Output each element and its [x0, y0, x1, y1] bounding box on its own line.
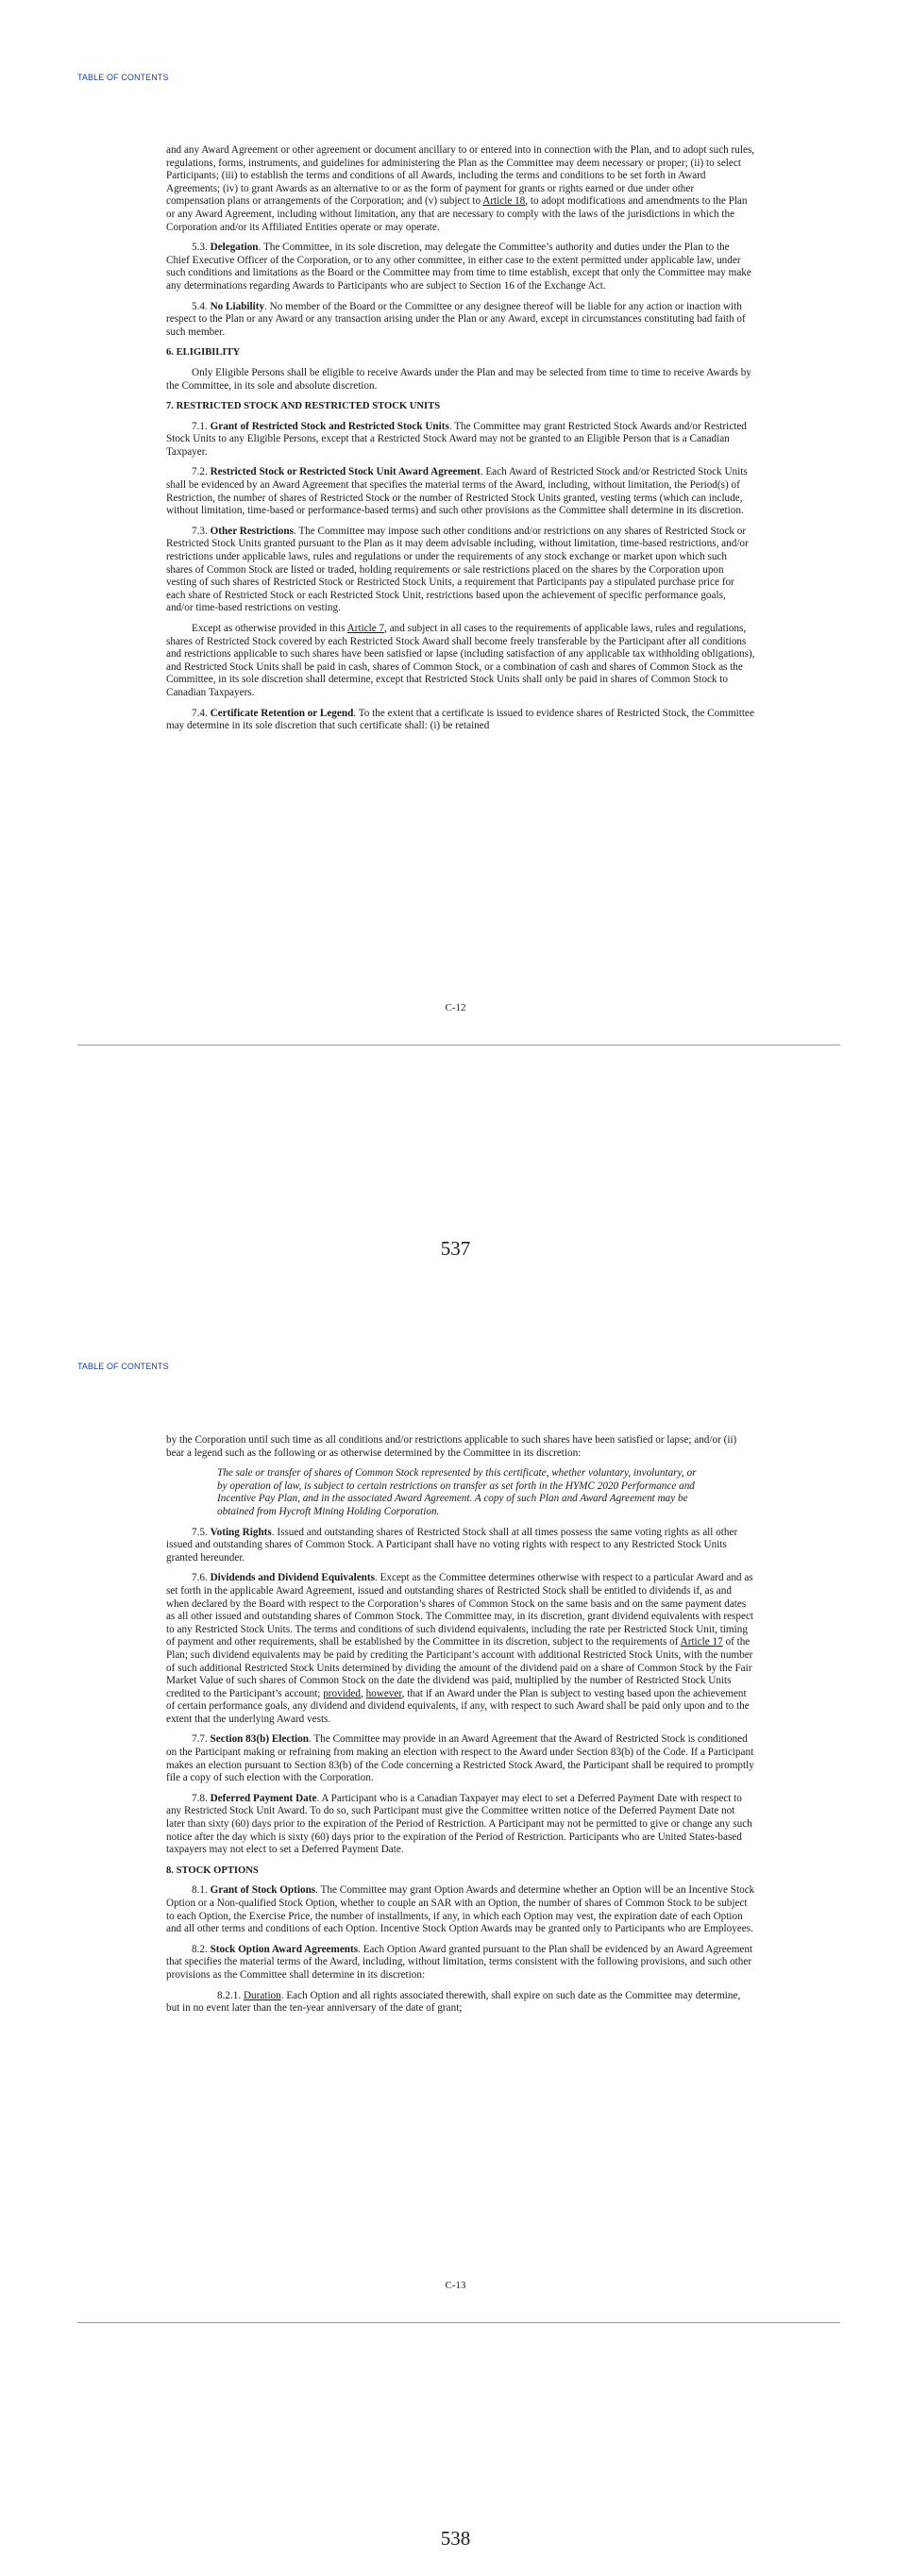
article-17-link[interactable]: Article 17 [680, 1636, 723, 1648]
heading-restricted-stock: 7. RESTRICTED STOCK AND RESTRICTED STOCK UNITS [166, 401, 441, 412]
section-7-1: 7.1. Grant of Restricted Stock and Restricted Stock Units. The Committee may grant Restricted Stock Awards and/or Restricted Stock Units to any Eligible Persons, except that a Restricted Stock Award may not be granted to an Eligible Person that is a Canadian Taxpayer. [166, 420, 747, 458]
section-8-2-1: 8.2.1. Duration. Each Option and all rights associated therewith, shall expire on such date as the Committee may determine, but in no event later than the ten-year anniversary of the date of grant; [166, 1989, 741, 2015]
section-8-2: 8.2. Stock Option Award Agreements. Each Option Award granted pursuant to the Plan shall be evidenced by an Award Agreement that specifies the material terms of the Award, including, without limitation, terms consistent with the following provisions, and such other provisions as the Committee shall determine in its discretion: [166, 1943, 753, 1981]
section-title: Restricted Stock or Restricted Stock Unit Award Agreement [210, 466, 481, 478]
section-title: Certificate Retention or Legend [210, 707, 354, 719]
table-of-contents-link[interactable]: TABLE OF CONTENTS [77, 73, 169, 82]
section-7-2: 7.2. Restricted Stock or Restricted Stock Unit Award Agreement. Each Award of Restricted Stock and/or Restricted Stock Units shall be evidenced by an Award Agreement that specifies the material terms of the Award, including, without limitation, the Period(s) of Restriction, the number of shares of Restricted Stock or the number of Restricted Stock Units granted, vesting terms (which can include, without limitation, time-based or performance-based terms) and such other provisions as the Committee shall determine in its discretion. [166, 466, 748, 517]
section-7-3: 7.3. Other Restrictions. The Committee may impose such other conditions and/or restrictions on any shares of Restricted Stock or Restricted Stock Units granted pursuant to the Plan as it may deem advisable including, without limitation, time-based restrictions, and/or restrictions under applicable laws, rules and regulations or under the requirements of any stock exchange or market upon which such shares of Common Stock are listed or traded, holding requirements or sale restrictions placed on the shares by the Corporation upon vesting of such shares of Restricted Stock or Restricted Stock Units, a requirement that Participants pay a stipulated purchase price for each share of Restricted Stock or each Restricted Stock Unit, restrictions based upon the achievement of specific performance goals, and/or time-based restrictions on vesting. [166, 525, 749, 614]
section-title: Grant of Restricted Stock and Restricted Stock Units [210, 420, 449, 432]
section-title: Dividends and Dividend Equivalents [210, 1572, 375, 1584]
article-7-link[interactable]: Article 7 [346, 623, 385, 634]
page-number: 537 [440, 1237, 471, 1260]
section-title: Voting Rights [210, 1526, 272, 1538]
section-7-6: 7.6. Dividends and Dividend Equivalents. Except as the Committee determines otherwise with respect to a particular Award and as set forth in the applicable Award Agreement, issued and outstanding shares of Restricted Stock shall be entitled to dividends if, as and when declared by the Board with respect to the Corporation’s shares of Common Stock on the same basis and on the same payment dates as all other issued and outstanding shares of Common Stock. The Committee may, in its discretion, grant dividend equivalents with respect to any Restricted Stock Units. The terms and conditions of such dividend equivalents, including the rate per Restricted Stock Unit, timing of payment and other requirements, shall be established by the Committee in its discretion, subject to the requirements of Article 17 of the Plan; such dividend equivalents may be paid by crediting the Participant’s account with additional Restricted Stock Units, with the number of such additional Restricted Stock Units determined by dividing the amount of the dividend paid on a share of Common Stock by the Fair Market Value of such shares of Common Stock on the date the dividend was paid, multiplied by the number of Restricted Stock Units credited to the Participant’s account; provided, however, that if an Award under the Plan is subject to vesting based upon the achievement of certain performance goals, any dividend and dividend equivalents, if any, with respect to such Award shall be paid only upon and to the extent that the underlying Award vests. [166, 1572, 754, 1725]
page-label: C-12 [445, 1002, 466, 1013]
section-title: Duration [243, 1989, 281, 2001]
section-title: Grant of Stock Options [210, 1884, 316, 1897]
section-7-8: 7.8. Deferred Payment Date. A Participant who is a Canadian Taxpayer may elect to set a Deferred Payment Date with respect to any Restricted Stock Unit Award. To do so, such Participant must give the Committee written notice of the Deferred Payment Date not later than sixty (60) days prior to the expiration of the Period of Restriction. A Participant may not be permitted to give or change any such notice after the day which is sixty (60) days prior to the expiration of the Period of Restriction. Participants who are United States-based taxpayers may not elect to set a Deferred Payment Date. [166, 1792, 752, 1856]
section-8-1: 8.1. Grant of Stock Options. The Committee may grant Option Awards and determine whether an Option will be an Incentive Stock Option or a Non-qualified Stock Option, whether to couple an SAR with an Option, the number of shares of Common Stock to be subject to each Option, the Exercise Price, the number of installments, if any, in which each Option may vest, the expiration date of each Option and all other terms and conditions of each Option. Incentive Stock Option Awards may be granted only to Participants who are Employees. [166, 1884, 755, 1935]
section-7-7: 7.7. Section 83(b) Election. The Committee may provide in an Award Agreement that the Award of Restricted Stock is conditioned on the Participant making or refraining from making an election with respect to the Award under Section 83(b) of the Code. If a Participant makes an election pursuant to Section 83(b) of the Code concerning a Restricted Stock Award, the Participant shall be required to promptly file a copy of such election with the Corporation. [166, 1733, 754, 1784]
section-title: Delegation [210, 242, 259, 254]
section-5-4: 5.4. No Liability. No member of the Board or the Committee or any designee thereof will be liable for any action or inaction with respect to the Plan or any Award or any transaction arising under the Plan or any Award, except in circumstances constituting bad faith of such member. [166, 300, 746, 338]
section-title: Deferred Payment Date [210, 1792, 317, 1804]
article-18-link[interactable]: Article 18 [482, 195, 526, 208]
section-7-5: 7.5. Voting Rights. Issued and outstanding shares of Restricted Stock shall at all times possess the same voting rights as all other issued and outstanding shares of Common Stock. A Participant shall have no voting rights with respect to any Restricted Stock Units granted hereunder. [166, 1526, 738, 1564]
section-title: Other Restrictions [210, 525, 294, 537]
paragraph: Only Eligible Persons shall be eligible to receive Awards under the Plan and may be selected from time to time to receive Awards by the Committee, in its sole and absolute discretion. [166, 366, 751, 392]
certificate-legend: The sale or transfer of shares of Common Stock represented by this certificate, whether voluntary, involuntary, or by operation of law, is subject to certain restrictions on transfer as set forth in the HYMC 2020 Performance and Incentive Pay Plan, and in the associated Award Agreement. A copy of such Plan and Award Agreement may be obtained from Hycroft Mining Holding Corporation. [217, 1467, 697, 1517]
section-title: Stock Option Award Agreements [210, 1943, 359, 1955]
page-number: 538 [440, 2527, 471, 2550]
section-7-4: 7.4. Certificate Retention or Legend. To the extent that a certificate is issued to evidence shares of Restricted Stock, the Committee may determine in its sole discretion that such certificate shall: (i) be retained [166, 707, 754, 732]
section-title: Section 83(b) Election [210, 1733, 309, 1746]
page-c13-body [166, 1434, 755, 2023]
paragraph: and any Award Agreement or other agreement or document ancillary to or entered into in connection with the Plan, and to adopt such rules, regulations, forms, instruments, and guidelines for administering the Plan as the Committee may deem necessary or proper; (ii) to select Participants; (iii) to establish the terms and conditions of all Awards, including the terms and conditions to be set forth in Award Agreements; (iv) to grant Awards as an alternative to or as the form of payment for grants or rights earned or due under other compensation plans or arrangements of the Corporation; and (v) subject to Article 18, to adopt modifications and amendments to the Plan or any Award Agreement, including without limitation, any that are necessary to comply with the laws of the jurisdictions in which the Corporation and/or its Affiliated Entities operate or may operate. [166, 144, 755, 233]
heading-stock-options: 8. STOCK OPTIONS [166, 1865, 259, 1876]
section-title: No Liability [210, 300, 265, 312]
page-c12-body [166, 144, 755, 741]
page-divider [77, 2322, 840, 2323]
paragraph: by the Corporation until such time as all conditions and/or restrictions applicable to such shares have been satisfied or lapse; and/or (ii) bear a legend such as the following or as otherwise determined by the Committee in its discretion: [166, 1434, 737, 1459]
heading-eligibility: 6. ELIGIBILITY [166, 347, 241, 359]
paragraph: Except as otherwise provided in this Article 7, and subject in all cases to the requirements of applicable laws, rules and regulations, shares of Restricted Stock covered by each Restricted Stock Award shall become freely transferable by the Participant after all conditions and restrictions applicable to such shares have been satisfied or lapse (including satisfaction of any applicable tax withholding obligations), and Restricted Stock Units shall be paid in cash, shares of Common Stock, or a combination of cash and shares of Common Stock as the Committee, in its sole discretion shall determine, except that Restricted Stock Units shall only be paid in shares of Common Stock to Canadian Taxpayers. [166, 623, 755, 698]
page-label: C-13 [445, 2280, 466, 2291]
table-of-contents-link[interactable]: TABLE OF CONTENTS [77, 1362, 169, 1371]
section-5-3: 5.3. Delegation. The Committee, in its sole discretion, may delegate the Committee’s authority and duties under the Plan to the Chief Executive Officer of the Corporation, or to any other committee, in either case to the extent permitted under applicable law, under such conditions and limitations as the Board or the Committee may from time to time establish, except that only the Committee may make any determinations regarding Awards to Participants who are subject to Section 16 of the Exchange Act. [166, 242, 751, 292]
